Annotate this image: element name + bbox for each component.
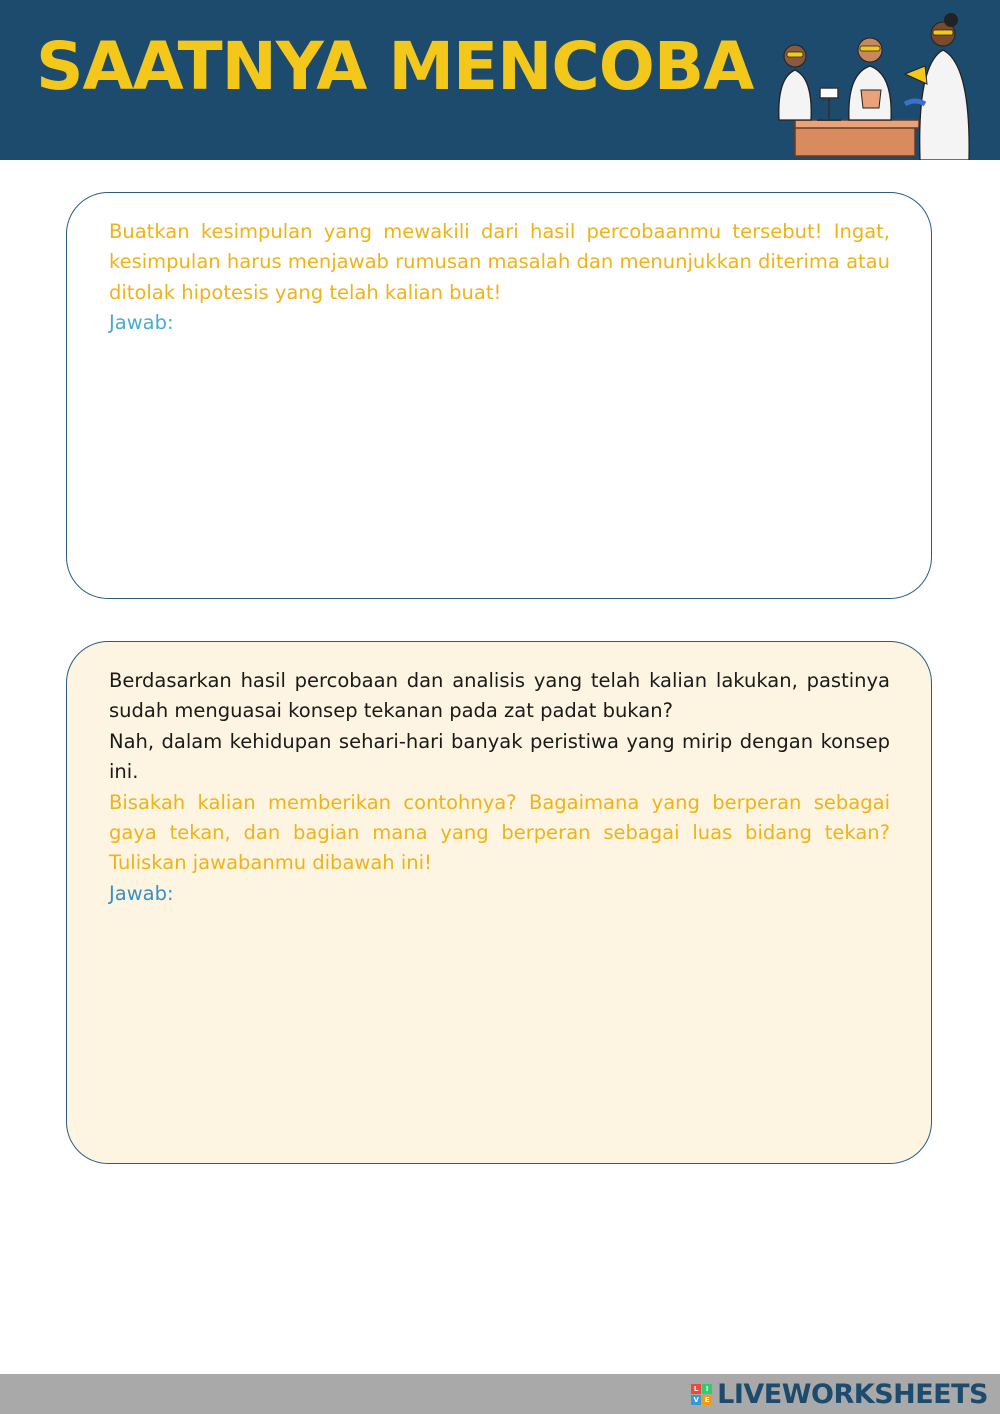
scientists-illustration — [765, 8, 995, 160]
conclusion-box — [66, 192, 932, 599]
example-paragraph-1: Berdasarkan hasil percobaan dan analisis yang telah kalian lakukan, pastinya sudah menguasai konsep tekanan pada zat padat bukan? — [109, 669, 890, 723]
example-answer-label: Jawab: — [109, 881, 174, 905]
page-footer — [0, 1374, 1000, 1414]
example-paragraph-2: Nah, dalam kehidupan sehari-hari banyak peristiwa yang mirip dengan konsep ini. — [109, 729, 890, 784]
conclusion-answer-label: Jawab: — [109, 311, 174, 335]
logo-letter-e: E — [702, 1395, 712, 1405]
brand-name: LIVEWORKSHEETS — [717, 1378, 988, 1410]
logo-letter-i: I — [702, 1384, 712, 1394]
page-header — [0, 0, 1000, 160]
logo-letter-l: L — [691, 1384, 701, 1394]
example-question: Bisakah kalian memberikan contohnya? Bagaimana yang berperan sebagai gaya tekan, dan bagian mana yang berperan sebagai luas bidang tekan? Tuliskan jawabanmu dibawah ini! — [109, 790, 890, 875]
logo-letter-v: V — [691, 1395, 701, 1405]
conclusion-instruction: Buatkan kesimpulan yang mewakili dari hasil percobaanmu tersebut! Ingat, kesimpulan harus menjawab rumusan masalah dan menunjukkan diterima atau ditolak hipotesis yang telah kalian buat! — [109, 220, 890, 304]
page-title: SAATNYA MENCOBA — [36, 28, 754, 105]
liveworksheets-logo-icon — [691, 1384, 712, 1405]
example-answer-field[interactable] — [109, 909, 890, 1139]
liveworksheets-brand[interactable] — [691, 1378, 988, 1410]
example-box — [66, 641, 932, 1164]
conclusion-answer-field[interactable] — [109, 339, 890, 579]
